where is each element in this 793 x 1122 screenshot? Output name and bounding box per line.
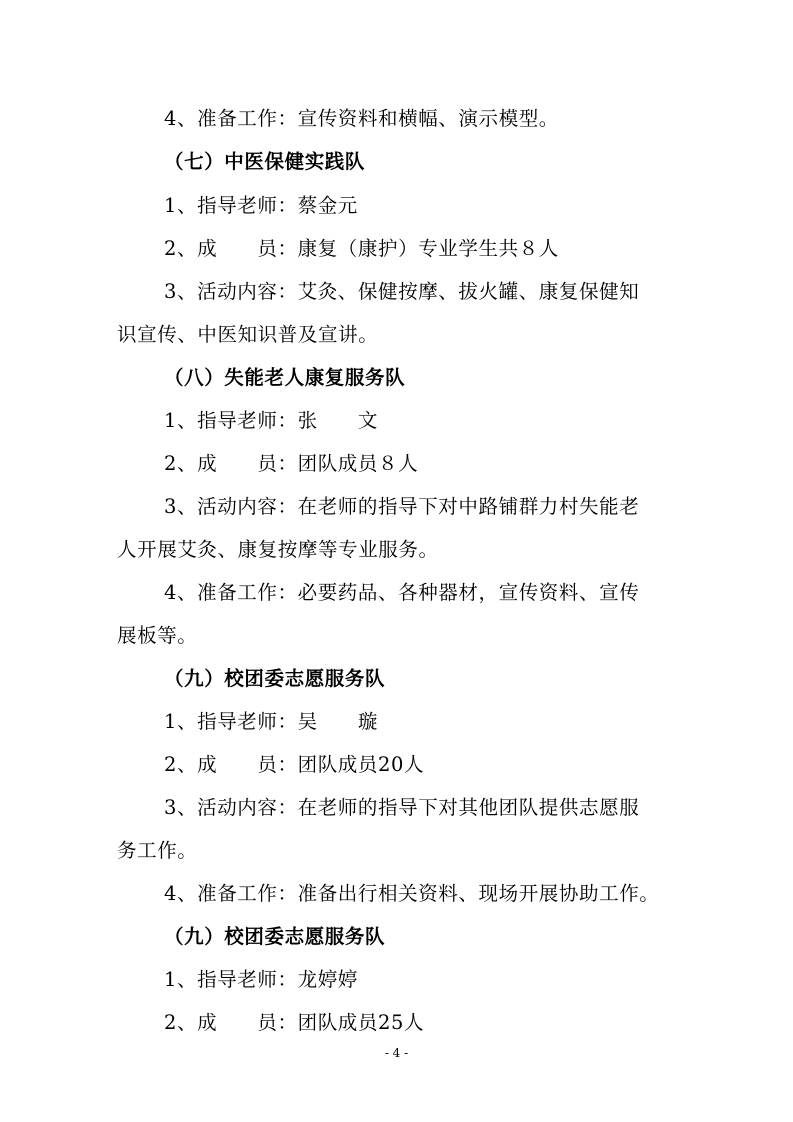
activity-line-cont: 识宣传、中医知识普及宣讲。 (117, 323, 379, 346)
members-line: 2、成 员：团队成员８人 (164, 452, 419, 475)
activity-line-cont: 人开展艾灸、康复按摩等专业服务。 (117, 538, 439, 561)
prep-work-line: 4、准备工作：宣传资料和横幅、演示模型。 (164, 107, 559, 130)
section-heading-tcm: （七）中医保健实践队 (164, 150, 366, 173)
prep-work-line: 4、准备工作：必要药品、各种器材，宣传资料、宣传 (164, 581, 640, 604)
advisor-line: 1、指导老师：蔡金元 (164, 194, 358, 217)
section-heading-volunteer: （九）校团委志愿服务队 (164, 667, 386, 690)
page-number: - 4 - (384, 1046, 409, 1060)
prep-work-line: 4、准备工作：准备出行相关资料、现场开展协助工作。 (164, 882, 660, 905)
members-line: 2、成 员：团队成员20人 (164, 753, 425, 776)
advisor-line: 1、指导老师：吴 璇 (164, 710, 379, 733)
prep-work-line-cont: 展板等。 (117, 624, 198, 647)
activity-line: 3、活动内容：在老师的指导下对其他团队提供志愿服 (164, 796, 640, 819)
activity-line: 3、活动内容：艾灸、保健按摩、拔火罐、康复保健知 (164, 280, 640, 303)
members-line: 2、成 员：团队成员25人 (164, 1011, 425, 1034)
activity-line-cont: 务工作。 (117, 839, 198, 862)
advisor-line: 1、指导老师：张 文 (164, 409, 379, 432)
activity-line: 3、活动内容：在老师的指导下对中路铺群力村失能老 (164, 495, 640, 518)
advisor-line: 1、指导老师：龙婷婷 (164, 968, 358, 991)
members-line: 2、成 员：康复（康护）专业学生共８人 (164, 237, 559, 260)
section-heading-volunteer-2: （九）校团委志愿服务队 (164, 925, 386, 948)
section-heading-elderly: （八）失能老人康复服务队 (164, 366, 406, 389)
